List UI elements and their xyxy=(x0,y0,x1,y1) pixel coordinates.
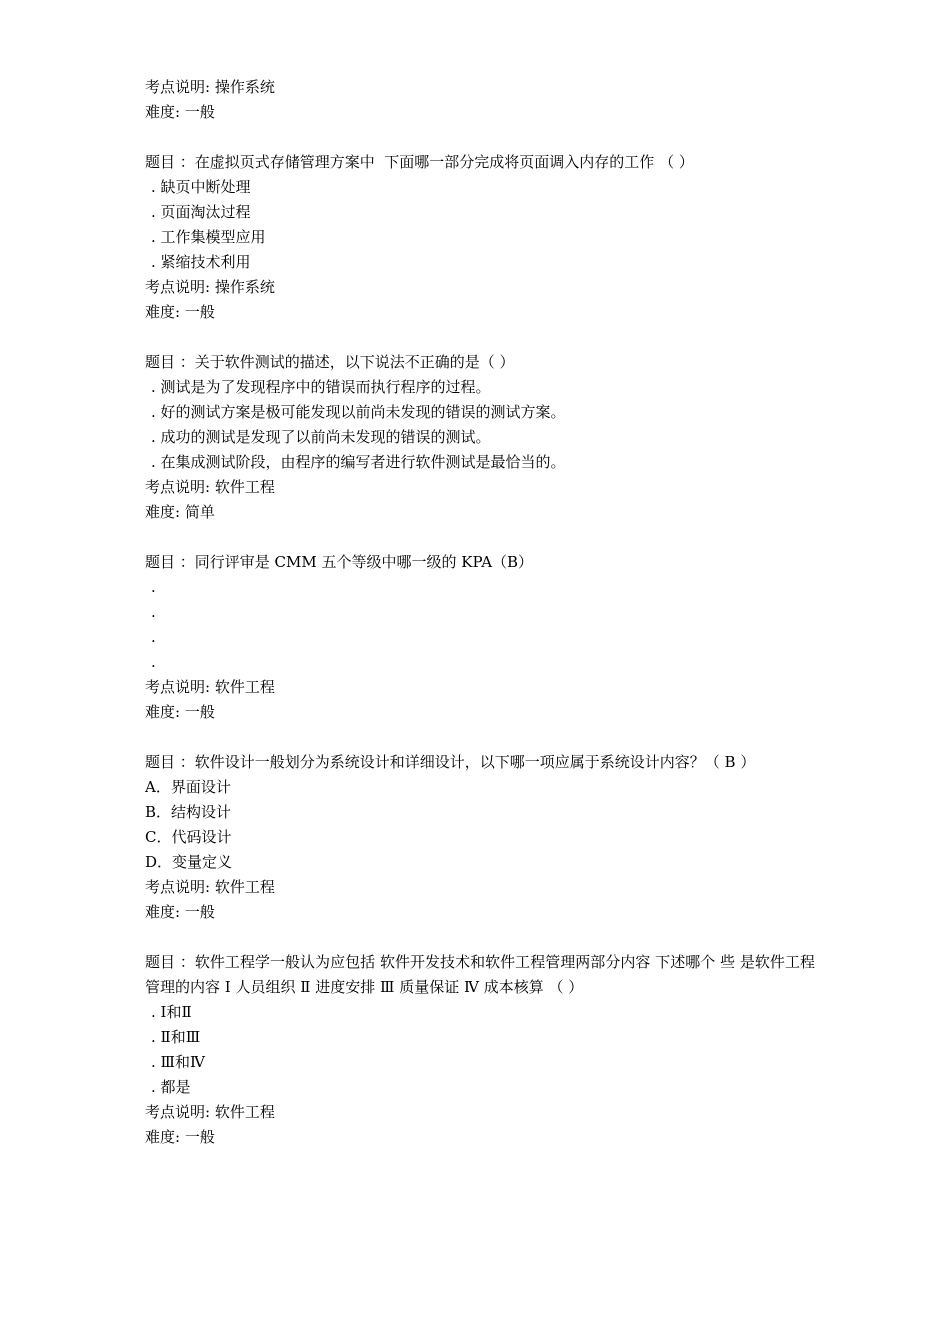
question-block xyxy=(145,75,815,125)
topic-value: 软件工程 xyxy=(214,878,275,896)
question-block xyxy=(145,350,815,525)
question-block xyxy=(145,150,815,325)
block-gap xyxy=(145,325,815,350)
topic-line xyxy=(145,75,815,100)
topic-line xyxy=(145,675,815,700)
topic-value: 软件工程 xyxy=(214,678,275,696)
block-gap xyxy=(145,525,815,550)
difficulty-label: 难度: xyxy=(145,703,181,721)
option-item: . 成功的测试是发现了以前尚未发现的错误的测试。 xyxy=(151,428,491,446)
difficulty-value: 简单 xyxy=(184,503,215,521)
question-title: 题目 ：关于软件测试的描述，以下说法不正确的是（ ） xyxy=(145,353,515,371)
option-item: . xyxy=(151,653,156,671)
option-item: . 都是 xyxy=(151,1078,191,1096)
option-item: . 工作集模型应用 xyxy=(151,228,266,246)
topic-line xyxy=(145,1100,815,1125)
topic-line xyxy=(145,475,815,500)
question-block xyxy=(145,750,815,925)
topic-line xyxy=(145,875,815,900)
difficulty-label: 难度: xyxy=(145,503,181,521)
option-item: . Ⅱ和Ⅲ xyxy=(151,1028,201,1046)
difficulty-line xyxy=(145,500,815,525)
question-title: 题目 ：在虚拟页式存储管理方案中 下面哪一部分完成将页面调入内存的工作 （ ） xyxy=(145,153,694,171)
option-item: . 在集成测试阶段，由程序的编写者进行软件测试是最恰当的。 xyxy=(151,453,566,471)
block-gap xyxy=(145,725,815,750)
difficulty-label: 难度: xyxy=(145,103,181,121)
topic-label: 考点说明: xyxy=(145,878,211,896)
topic-label: 考点说明: xyxy=(145,678,211,696)
difficulty-label: 难度: xyxy=(145,903,181,921)
option-item: A．界面设计 xyxy=(145,778,231,796)
difficulty-value: 一般 xyxy=(184,103,215,121)
difficulty-label: 难度: xyxy=(145,1128,181,1146)
difficulty-line xyxy=(145,100,815,125)
difficulty-line xyxy=(145,1125,815,1150)
option-item: . xyxy=(151,603,156,621)
difficulty-label: 难度: xyxy=(145,303,181,321)
topic-value: 操作系统 xyxy=(214,278,275,296)
option-item: . xyxy=(151,628,156,646)
option-item: D．变量定义 xyxy=(145,853,233,871)
difficulty-line xyxy=(145,300,815,325)
option-item: B．结构设计 xyxy=(145,803,232,821)
option-item: . xyxy=(151,578,156,596)
option-item: . 紧缩技术利用 xyxy=(151,253,251,271)
question-block xyxy=(145,550,815,725)
option-item: . 好的测试方案是极可能发现以前尚未发现的错误的测试方案。 xyxy=(151,403,566,421)
difficulty-value: 一般 xyxy=(184,303,215,321)
question-title: 题目 ：同行评审是 CMM 五个等级中哪一级的 KPA（B） xyxy=(145,553,534,571)
topic-value: 软件工程 xyxy=(214,478,275,496)
option-item: . 缺页中断处理 xyxy=(151,178,251,196)
document-page xyxy=(145,75,815,1150)
topic-value: 操作系统 xyxy=(214,78,275,96)
topic-value: 软件工程 xyxy=(214,1103,275,1121)
option-item: . Ⅰ和Ⅱ xyxy=(151,1003,192,1021)
question-block xyxy=(145,950,815,1150)
question-title: 题目 ：软件工程学一般认为应包括 软件开发技术和软件工程管理两部分内容 下述哪个 些 是软件工程管理的内容 Ⅰ 人员组织 Ⅱ 进度安排 Ⅲ 质量保证 Ⅳ 成本核算 （ ） xyxy=(145,953,815,996)
block-gap xyxy=(145,125,815,150)
topic-label: 考点说明: xyxy=(145,278,211,296)
topic-label: 考点说明: xyxy=(145,78,211,96)
topic-label: 考点说明: xyxy=(145,1103,211,1121)
option-item: . 页面淘汰过程 xyxy=(151,203,251,221)
block-gap xyxy=(145,925,815,950)
option-item: . Ⅲ和Ⅳ xyxy=(151,1053,205,1071)
option-item: . 测试是为了发现程序中的错误而执行程序的过程。 xyxy=(151,378,491,396)
difficulty-line xyxy=(145,900,815,925)
option-item: C．代码设计 xyxy=(145,828,232,846)
topic-line xyxy=(145,275,815,300)
difficulty-line xyxy=(145,700,815,725)
difficulty-value: 一般 xyxy=(184,703,215,721)
topic-label: 考点说明: xyxy=(145,478,211,496)
question-title: 题目 ：软件设计一般划分为系统设计和详细设计，以下哪一项应属于系统设计内容？（ B ） xyxy=(145,753,756,771)
difficulty-value: 一般 xyxy=(184,1128,215,1146)
difficulty-value: 一般 xyxy=(184,903,215,921)
